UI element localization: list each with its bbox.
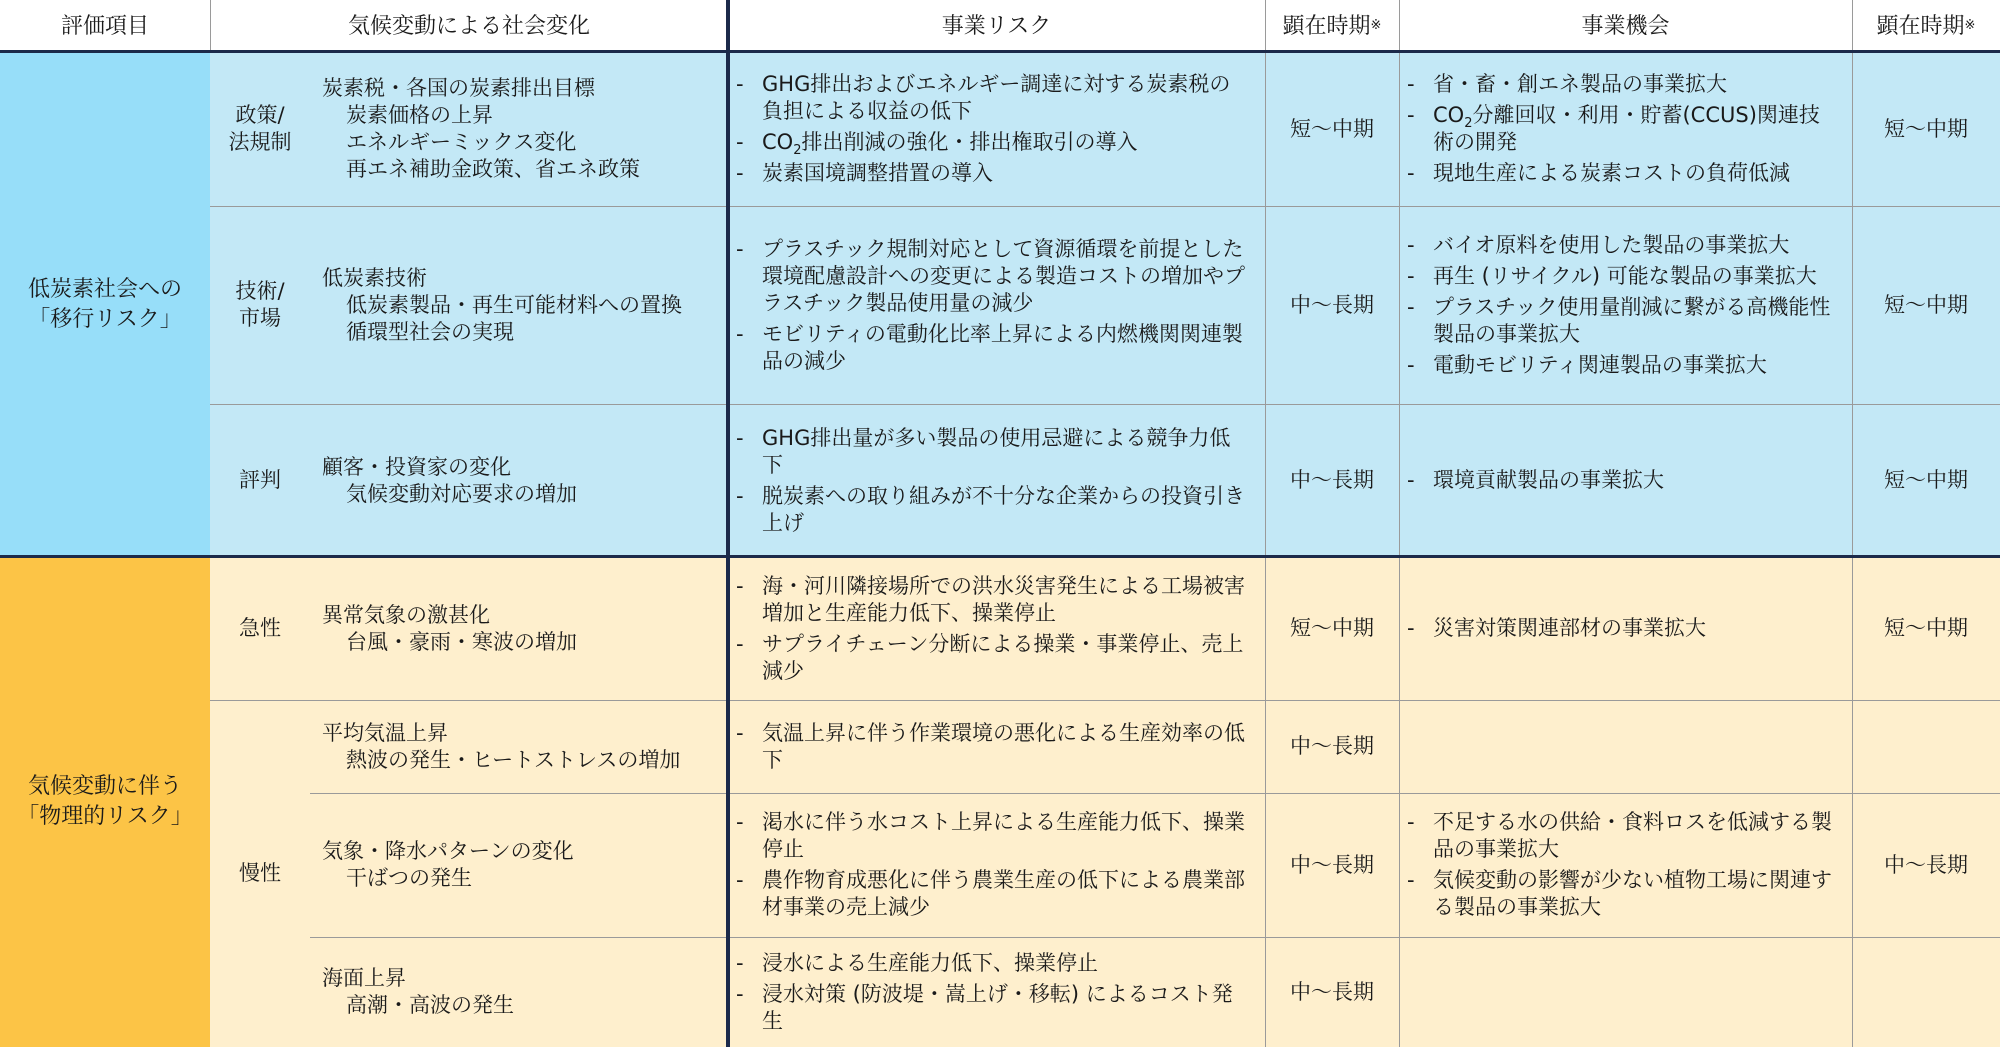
policy-changes: [310, 52, 728, 206]
timing-text: 短〜中期: [1884, 116, 1968, 141]
timing-text: 中〜長期: [1290, 734, 1374, 758]
reputation-sub-label: 評判: [239, 468, 281, 492]
policy-opp-timing: [1852, 52, 2000, 206]
sea-opps-empty: [1399, 937, 1852, 1047]
precip-risks: [728, 793, 1265, 937]
opp-item: - 再生 (リサイクル) 可能な製品の事業拡大: [1407, 263, 1838, 290]
policy-subcategory: [210, 52, 310, 206]
header-change: [210, 0, 728, 52]
risk-item: - 渇水に伴う水コスト上昇による生産能力低下、操業停止: [736, 809, 1251, 863]
reputation-risks: [728, 404, 1265, 557]
precip-opp-timing: [1852, 793, 2000, 937]
grid-line: [210, 0, 211, 52]
header-timing2-label: 顕在時期: [1876, 13, 1965, 39]
physical-label-line1: 気候変動に伴う: [27, 774, 182, 799]
risk-text: 浸水による生産能力低下、操業停止: [762, 950, 1098, 975]
policy-sub-line2: 法規制: [228, 130, 292, 154]
temp-opp-timing-empty: [1852, 700, 2000, 793]
reputation-opps: [1399, 404, 1852, 557]
column-divider: [726, 0, 730, 1047]
risk-text: 排出削減の強化・排出権取引の導入: [801, 130, 1138, 154]
precip-risk-timing: [1265, 793, 1399, 937]
risk-text: 脱炭素への取り組みが不十分な企業からの投資引き上げ: [762, 483, 1245, 535]
acute-sub-label: 急性: [239, 616, 281, 640]
risk-item: - 炭素国境調整措置の導入: [736, 160, 1251, 187]
header-risk: [728, 0, 1265, 52]
risk-text: GHG排出およびエネルギー調達に対する炭素税の負担による収益の低下: [762, 72, 1231, 123]
co2-subscript: 2: [793, 143, 802, 159]
temp-risk-timing: [1265, 700, 1399, 793]
risk-item: - 気温上昇に伴う作業環境の悪化による生産効率の低下: [736, 720, 1251, 774]
co2-subscript: 2: [1464, 116, 1473, 132]
risk-text: 海・河川隣接場所での洪水災害発生による工場被害増加と生産能力低下、操業停止: [762, 573, 1245, 625]
header-timing: 顕在時期 ※: [1265, 0, 1399, 52]
opp-text: 電動モビリティ関連製品の事業拡大: [1433, 352, 1767, 377]
risk-item: - 脱炭素への取り組みが不十分な企業からの投資引き上げ: [736, 483, 1251, 537]
risk-text: 農作物育成悪化に伴う農業生産の低下による農業部材事業の売上減少: [762, 868, 1245, 919]
risk-text: 浸水対策 (防波堤・嵩上げ・移転) によるコスト発生: [762, 981, 1233, 1033]
opp-item: - プラスチック使用量削減に繋がる高機能性製品の事業拡大: [1407, 294, 1838, 348]
risk-item: - $CO_2$排出削減の強化・排出権取引の導入: [736, 130, 1138, 159]
opp-text: 省・畜・創エネ製品の事業拡大: [1433, 72, 1727, 96]
reputation-subcategory: [210, 404, 310, 557]
transition-label-line2: 「移行リスク」: [28, 306, 182, 332]
timing-text: 中〜長期: [1290, 292, 1374, 317]
acute-subcategory: [210, 557, 310, 700]
change-line: 炭素税・各国の炭素排出目標: [322, 76, 595, 100]
risk-text: GHG排出量が多い製品の使用忌避による競争力低下: [762, 425, 1231, 477]
reputation-changes: [310, 404, 728, 557]
header-timing-label: 顕在時期: [1282, 13, 1371, 39]
header-risk-label: 事業リスク: [941, 13, 1052, 39]
tech-risks: [728, 206, 1265, 404]
change-line: 循環型社会の実現: [346, 319, 514, 344]
opp-text: 災害対策関連部材の事業拡大: [1433, 616, 1706, 640]
timing-text: 短〜中期: [1884, 468, 1968, 492]
transition-label-line1: 低炭素社会への: [27, 276, 182, 302]
risk-item: - 海・河川隣接場所での洪水災害発生による工場被害増加と生産能力低下、操業停止: [736, 573, 1251, 627]
grid-line: [210, 206, 2000, 207]
opp-item: - $CO_2$分離回収・利用・貯蓄(CCUS)関連技術の開発: [1407, 103, 1820, 154]
physical-risk-label: [0, 557, 210, 1047]
opp-text: バイオ原料を使用した製品の事業拡大: [1433, 232, 1790, 257]
risk-text: サプライチェーン分断による操業・事業停止、売上減少: [762, 631, 1244, 683]
risk-text: プラスチック規制対応として資源循環を前提とした環境配慮設計への変更による製造コストの増加やプラスチック製品使用量の減少: [762, 236, 1245, 315]
temp-risks: [728, 700, 1265, 793]
grid-line: [210, 700, 2000, 701]
tech-opps: [1399, 206, 1852, 404]
policy-risk-timing: [1265, 52, 1399, 206]
timing-text: 短〜中期: [1884, 292, 1968, 317]
change-line: 低炭素製品・再生可能材料への置換: [346, 292, 682, 317]
grid-line: [310, 937, 2000, 938]
grid-line: [1852, 0, 1853, 1047]
risk-item: - 浸水による生産能力低下、操業停止: [736, 950, 1251, 977]
timing-text: 短〜中期: [1884, 616, 1968, 640]
risk-item: - GHG排出量が多い製品の使用忌避による競争力低下: [736, 425, 1251, 479]
policy-risks: [728, 52, 1265, 206]
tech-risk-timing: [1265, 206, 1399, 404]
precip-changes: [310, 793, 728, 937]
grid-line: [310, 793, 2000, 794]
chronic-sub-label: 慢性: [239, 861, 281, 885]
timing-text: 短〜中期: [1290, 616, 1374, 640]
risk-item: - モビリティの電動化比率上昇による内燃機関関連製品の減少: [736, 321, 1251, 375]
grid-line: [1265, 0, 1266, 1047]
acute-changes: [310, 557, 728, 700]
sea-risks: [728, 937, 1265, 1047]
co2-prefix: CO: [762, 130, 794, 154]
chronic-subcategory: [210, 700, 310, 1047]
co2-prefix: CO: [1433, 103, 1465, 127]
physical-label-line2: 「物理的リスク」: [17, 804, 193, 829]
change-line: 熱波の発生・ヒートストレスの増加: [346, 747, 681, 772]
acute-opps: [1399, 557, 1852, 700]
opp-item: - 気候変動の影響が少ない植物工場に関連する製品の事業拡大: [1407, 867, 1838, 921]
sea-opp-timing-empty: [1852, 937, 2000, 1047]
change-line: エネルギーミックス変化: [346, 130, 577, 154]
tech-subcategory: [210, 206, 310, 404]
transition-risk-label: [0, 52, 210, 557]
timing-text: 中〜長期: [1290, 979, 1374, 1004]
reputation-opp-timing: [1852, 404, 2000, 557]
timing-text: 中〜長期: [1290, 468, 1374, 492]
opp-text: 分離回収・利用・貯蓄(CCUS)関連技術の開発: [1433, 103, 1820, 154]
reputation-risk-timing: [1265, 404, 1399, 557]
opp-text: 再生 (リサイクル) 可能な製品の事業拡大: [1433, 263, 1817, 288]
change-line: 再エネ補助金政策、省エネ政策: [346, 157, 640, 181]
opp-text: 現地生産による炭素コストの負荷低減: [1433, 161, 1790, 185]
policy-opps: [1399, 52, 1852, 206]
risk-item: - プラスチック規制対応として資源循環を前提とした環境配慮設計への変更による製造コストの増加やプラスチック製品使用量の減少: [736, 236, 1251, 317]
opp-item: - バイオ原料を使用した製品の事業拡大: [1407, 232, 1838, 259]
acute-risks: [728, 557, 1265, 700]
opp-text: プラスチック使用量削減に繋がる高機能性製品の事業拡大: [1433, 294, 1831, 346]
change-line: 高潮・高波の発生: [346, 993, 514, 1017]
opp-text: 環境貢献製品の事業拡大: [1433, 468, 1664, 492]
change-line: 台風・豪雨・寒波の増加: [346, 629, 577, 654]
risk-item: - サプライチェーン分断による操業・事業停止、売上減少: [736, 631, 1251, 685]
opp-item: - 災害対策関連部材の事業拡大: [1407, 615, 1838, 642]
tech-changes: [310, 206, 728, 404]
tech-sub-line1: 技術/: [235, 279, 285, 303]
change-line: 顧客・投資家の変化: [322, 454, 511, 479]
risk-text: 渇水に伴う水コスト上昇による生産能力低下、操業停止: [762, 810, 1245, 861]
precip-opps: [1399, 793, 1852, 937]
risk-text: モビリティの電動化比率上昇による内燃機関関連製品の減少: [762, 321, 1243, 373]
change-line: 異常気象の激甚化: [322, 602, 490, 627]
acute-risk-timing: [1265, 557, 1399, 700]
change-line: 干ばつの発生: [346, 866, 472, 890]
opp-item: - 環境貢献製品の事業拡大: [1407, 467, 1838, 494]
header-divider: [0, 50, 2000, 53]
timing-text: 中〜長期: [1290, 852, 1374, 877]
risk-text: 気温上昇に伴う作業環境の悪化による生産効率の低下: [762, 720, 1245, 772]
change-line: 海面上昇: [322, 966, 406, 990]
risk-item: - 浸水対策 (防波堤・嵩上げ・移転) によるコスト発生: [736, 981, 1251, 1035]
sea-changes: [310, 937, 728, 1047]
grid-line: [1399, 0, 1400, 1047]
timing-text: 中〜長期: [1884, 852, 1968, 877]
risk-text: 炭素国境調整措置の導入: [762, 161, 993, 185]
opp-item: - 不足する水の供給・食料ロスを低減する製品の事業拡大: [1407, 809, 1838, 863]
section-divider: [0, 555, 2000, 558]
header-timing2: 顕在時期 ※: [1852, 0, 2000, 52]
header-item-label: 評価項目: [60, 13, 149, 39]
opp-item: - 現地生産による炭素コストの負荷低減: [1407, 160, 1838, 187]
tech-sub-line2: 市場: [239, 306, 281, 330]
change-line: 平均気温上昇: [322, 720, 448, 745]
header-opportunity: [1399, 0, 1852, 52]
header-item: [0, 0, 210, 52]
opp-item: - 電動モビリティ関連製品の事業拡大: [1407, 352, 1838, 379]
risk-item: - 農作物育成悪化に伴う農業生産の低下による農業部材事業の売上減少: [736, 867, 1251, 921]
temp-changes: [310, 700, 728, 793]
change-line: 低炭素技術: [322, 265, 427, 290]
opp-text: 気候変動の影響が少ない植物工場に関連する製品の事業拡大: [1433, 868, 1832, 919]
acute-opp-timing: [1852, 557, 2000, 700]
opp-item: - 省・畜・創エネ製品の事業拡大: [1407, 71, 1838, 98]
tech-opp-timing: [1852, 206, 2000, 404]
policy-sub-line1: 政策/: [235, 103, 285, 127]
header-opportunity-label: 事業機会: [1581, 13, 1670, 39]
sea-risk-timing: [1265, 937, 1399, 1047]
grid-line: [210, 404, 2000, 405]
change-line: 気候変動対応要求の増加: [346, 481, 577, 506]
temp-opps-empty: [1399, 700, 1852, 793]
change-line: 気象・降水パターンの変化: [322, 839, 574, 863]
header-change-label: 気候変動による社会変化: [347, 13, 590, 39]
risk-item: - GHG排出およびエネルギー調達に対する炭素税の負担による収益の低下: [736, 71, 1251, 125]
change-line: 炭素価格の上昇: [346, 103, 493, 127]
timing-text: 短〜中期: [1290, 116, 1374, 141]
opp-text: 不足する水の供給・食料ロスを低減する製品の事業拡大: [1433, 810, 1832, 861]
